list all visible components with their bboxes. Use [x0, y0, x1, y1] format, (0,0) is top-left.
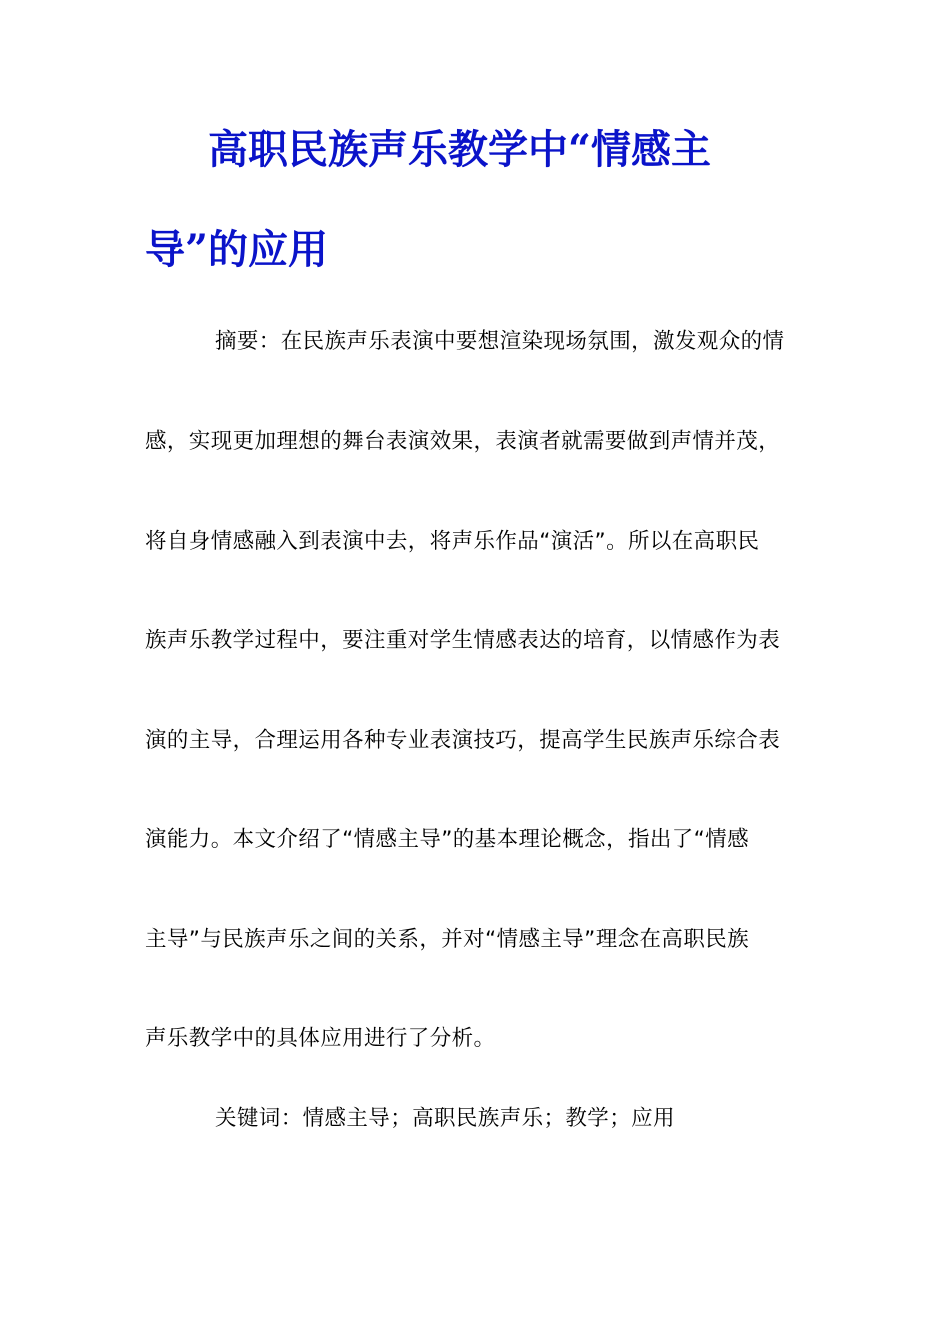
document-title-line-2: 导”的应用 [145, 226, 329, 273]
document-title-line-1: 高职民族声乐教学中“情感主 [208, 126, 712, 173]
abstract-line: 感，实现更加理想的舞台表演效果，表演者就需要做到声情并茂， [145, 429, 781, 454]
abstract-line: 主导”与民族声乐之间的关系，并对“情感主导”理念在高职民族 [145, 927, 750, 952]
abstract-line: 摘要：在民族声乐表演中要想渲染现场氛围，激发观众的情 [215, 329, 785, 354]
abstract-line: 将自身情感融入到表演中去，将声乐作品“演活”。所以在高职民 [145, 529, 760, 554]
keywords-line: 关键词：情感主导；高职民族声乐；教学；应用 [215, 1106, 675, 1131]
abstract-line: 声乐教学中的具体应用进行了分析。 [145, 1026, 496, 1051]
abstract-line: 族声乐教学过程中，要注重对学生情感表达的培育，以情感作为表 [145, 628, 781, 653]
abstract-line: 演能力。本文介绍了“情感主导”的基本理论概念，指出了“情感 [145, 827, 750, 852]
abstract-line: 演的主导，合理运用各种专业表演技巧，提高学生民族声乐综合表 [145, 728, 781, 753]
